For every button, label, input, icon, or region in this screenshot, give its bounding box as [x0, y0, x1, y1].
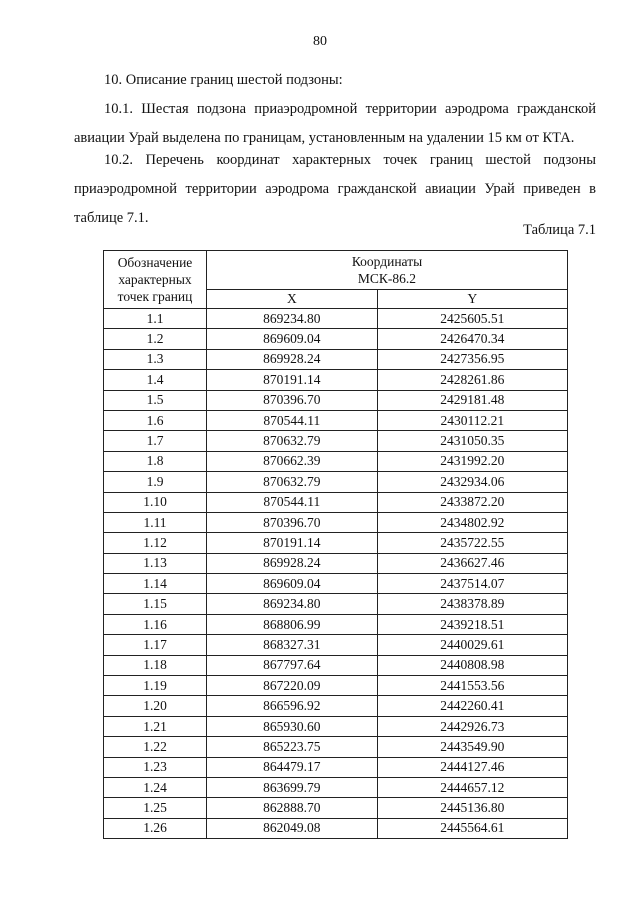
cell-x: 869609.04 — [207, 329, 378, 349]
cell-y: 2437514.07 — [377, 574, 567, 594]
cell-y: 2431050.35 — [377, 431, 567, 451]
table-row — [104, 451, 568, 471]
cell-y: 2429181.48 — [377, 390, 567, 410]
header-point-line: характерных — [118, 272, 192, 287]
cell-x: 870191.14 — [207, 370, 378, 390]
table-row — [104, 472, 568, 492]
table-row — [104, 574, 568, 594]
cell-x: 870662.39 — [207, 451, 378, 471]
cell-point: 1.21 — [104, 716, 207, 736]
cell-y: 2431992.20 — [377, 451, 567, 471]
cell-point: 1.20 — [104, 696, 207, 716]
table-row — [104, 410, 568, 430]
cell-y: 2426470.34 — [377, 329, 567, 349]
cell-x: 870396.70 — [207, 512, 378, 532]
cell-point: 1.11 — [104, 512, 207, 532]
table-row — [104, 492, 568, 512]
cell-y: 2436627.46 — [377, 553, 567, 573]
cell-x: 870191.14 — [207, 533, 378, 553]
cell-x: 863699.79 — [207, 777, 378, 797]
table-row — [104, 329, 568, 349]
cell-y: 2425605.51 — [377, 309, 567, 329]
cell-point: 1.3 — [104, 349, 207, 369]
table-row — [104, 635, 568, 655]
cell-x: 862049.08 — [207, 818, 378, 838]
paragraph-10-1: 10.1. Шестая подзона приаэродромной территории аэродрома гражданской авиации Урай выделена по границам, установленным на удалении 15 км от КТА. — [74, 101, 596, 146]
cell-y: 2444657.12 — [377, 777, 567, 797]
cell-point: 1.12 — [104, 533, 207, 553]
cell-point: 1.1 — [104, 309, 207, 329]
header-coordinates — [207, 251, 568, 290]
cell-x: 865223.75 — [207, 737, 378, 757]
cell-point: 1.18 — [104, 655, 207, 675]
cell-point: 1.19 — [104, 676, 207, 696]
cell-point: 1.25 — [104, 798, 207, 818]
cell-y: 2432934.06 — [377, 472, 567, 492]
cell-point: 1.15 — [104, 594, 207, 614]
table-row — [104, 390, 568, 410]
table-row — [104, 798, 568, 818]
cell-point: 1.24 — [104, 777, 207, 797]
table-row — [104, 309, 568, 329]
table-row — [104, 696, 568, 716]
cell-y: 2445564.61 — [377, 818, 567, 838]
table-row — [104, 655, 568, 675]
cell-x: 867797.64 — [207, 655, 378, 675]
table-row — [104, 737, 568, 757]
table-row — [104, 614, 568, 634]
table-row — [104, 777, 568, 797]
cell-point: 1.10 — [104, 492, 207, 512]
table-caption: Таблица 7.1 — [523, 222, 596, 238]
cell-y: 2438378.89 — [377, 594, 567, 614]
cell-x: 869609.04 — [207, 574, 378, 594]
table-row — [104, 533, 568, 553]
coordinates-table-body — [104, 309, 568, 839]
cell-y: 2434802.92 — [377, 512, 567, 532]
table-row — [104, 594, 568, 614]
cell-y: 2430112.21 — [377, 410, 567, 430]
cell-point: 1.9 — [104, 472, 207, 492]
cell-x: 870396.70 — [207, 390, 378, 410]
cell-x: 866596.92 — [207, 696, 378, 716]
cell-x: 869928.24 — [207, 553, 378, 573]
cell-y: 2439218.51 — [377, 614, 567, 634]
cell-y: 2441553.56 — [377, 676, 567, 696]
cell-point: 1.16 — [104, 614, 207, 634]
header-coordinates-title: Координаты — [351, 254, 423, 269]
header-x: X — [207, 290, 378, 309]
cell-x: 869234.80 — [207, 309, 378, 329]
cell-x: 870632.79 — [207, 472, 378, 492]
table-row — [104, 431, 568, 451]
cell-point: 1.13 — [104, 553, 207, 573]
cell-x: 870544.11 — [207, 410, 378, 430]
cell-x: 869928.24 — [207, 349, 378, 369]
cell-y: 2440808.98 — [377, 655, 567, 675]
cell-y: 2433872.20 — [377, 492, 567, 512]
cell-y: 2445136.80 — [377, 798, 567, 818]
cell-y: 2444127.46 — [377, 757, 567, 777]
cell-point: 1.17 — [104, 635, 207, 655]
cell-y: 2440029.61 — [377, 635, 567, 655]
table-row — [104, 716, 568, 736]
section-heading: 10. Описание границ шестой подзоны: — [104, 72, 343, 88]
header-point-line: Обозначение — [117, 255, 193, 270]
cell-point: 1.6 — [104, 410, 207, 430]
header-y: Y — [377, 290, 567, 309]
cell-point: 1.22 — [104, 737, 207, 757]
table-row — [104, 553, 568, 573]
cell-x: 870544.11 — [207, 492, 378, 512]
table-row — [104, 349, 568, 369]
table-row — [104, 757, 568, 777]
cell-point: 1.2 — [104, 329, 207, 349]
cell-x: 862888.70 — [207, 798, 378, 818]
cell-point: 1.14 — [104, 574, 207, 594]
table-row — [104, 676, 568, 696]
cell-x: 870632.79 — [207, 431, 378, 451]
cell-point: 1.26 — [104, 818, 207, 838]
table-row — [104, 370, 568, 390]
table-row — [104, 818, 568, 838]
coordinates-table — [103, 250, 568, 839]
cell-x: 867220.09 — [207, 676, 378, 696]
cell-x: 869234.80 — [207, 594, 378, 614]
cell-y: 2443549.90 — [377, 737, 567, 757]
cell-point: 1.5 — [104, 390, 207, 410]
cell-y: 2435722.55 — [377, 533, 567, 553]
header-coordinate-system: МСК-86.2 — [357, 271, 417, 286]
cell-point: 1.7 — [104, 431, 207, 451]
cell-y: 2427356.95 — [377, 349, 567, 369]
table-row — [104, 512, 568, 532]
cell-point: 1.8 — [104, 451, 207, 471]
page-number: 80 — [313, 34, 327, 49]
cell-y: 2442926.73 — [377, 716, 567, 736]
cell-x: 868327.31 — [207, 635, 378, 655]
cell-y: 2428261.86 — [377, 370, 567, 390]
header-point-designation — [104, 251, 207, 309]
paragraph-10-2: 10.2. Перечень координат характерных точек границ шестой подзоны приаэродромной территории аэродрома гражданской авиации Урай приведен в таблице 7.1. — [74, 152, 596, 226]
cell-x: 865930.60 — [207, 716, 378, 736]
cell-x: 864479.17 — [207, 757, 378, 777]
cell-point: 1.23 — [104, 757, 207, 777]
header-point-line: точек границ — [117, 289, 193, 304]
cell-y: 2442260.41 — [377, 696, 567, 716]
cell-x: 868806.99 — [207, 614, 378, 634]
cell-point: 1.4 — [104, 370, 207, 390]
